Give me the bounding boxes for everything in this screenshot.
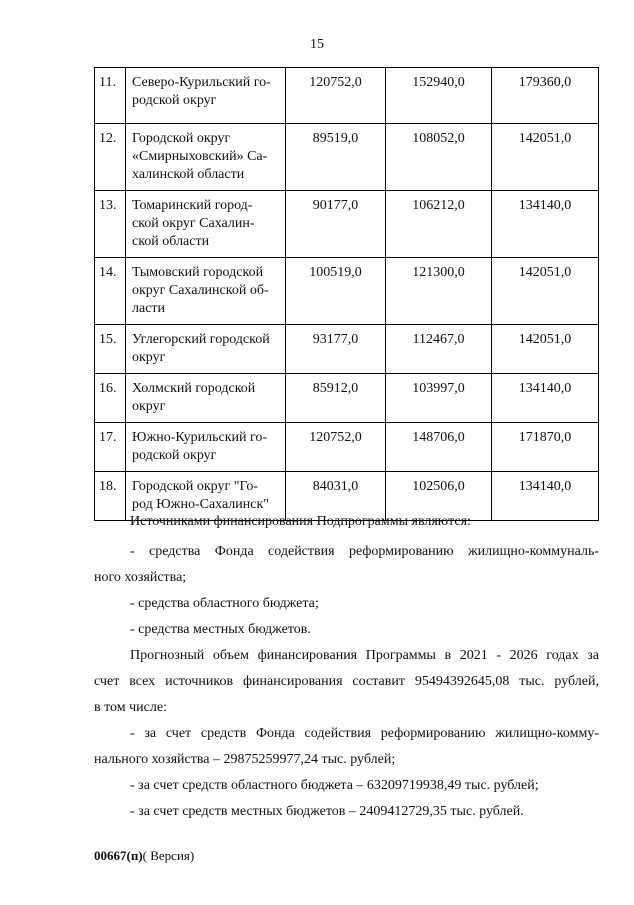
municipality-name-line: округ xyxy=(132,350,166,365)
value-v3: 142051,0 xyxy=(492,325,599,374)
value-v3: 142051,0 xyxy=(492,258,599,325)
municipality-name-line: Городской округ xyxy=(132,131,231,146)
value-v1: 90177,0 xyxy=(286,191,386,258)
row-number: 15. xyxy=(95,325,126,374)
value-v3: 134140,0 xyxy=(492,374,599,423)
municipality-name-line: родской округ xyxy=(132,448,217,463)
value-v2: 103997,0 xyxy=(386,374,492,423)
municipality-name-line: округ Сахалинской об- xyxy=(132,283,269,298)
local-amount: - за счет средств местных бюджетов – 2409412729,35 тыс. рублей. xyxy=(130,804,524,819)
value-v2: 102506,0 xyxy=(386,472,492,521)
funding-table-body xyxy=(95,68,599,521)
municipality-name-line: Томаринский город- xyxy=(132,198,253,213)
source-regional: - средства областного бюджета; xyxy=(130,596,319,611)
municipality-name xyxy=(126,325,286,374)
value-v2: 112467,0 xyxy=(386,325,492,374)
fund-line1: - за счет средств Фонда содействия реформированию жилищно-комму- xyxy=(130,726,599,741)
value-v1: 93177,0 xyxy=(286,325,386,374)
municipality-name-line: род Южно-Сахалинск" xyxy=(132,497,270,512)
municipality-name-line: Холмский городской xyxy=(132,381,256,396)
municipality-name-line: «Смирныховский» Са- xyxy=(132,149,268,164)
municipality-name xyxy=(126,374,286,423)
page-number: 15 xyxy=(310,37,324,52)
fund-line2: нального хозяйства – 29875259977,24 тыс. рублей; xyxy=(94,752,396,767)
municipality-name-line: Северо-Курильский го- xyxy=(132,75,271,90)
document-footer xyxy=(94,848,194,864)
table-row xyxy=(95,374,599,423)
value-v2: 106212,0 xyxy=(386,191,492,258)
table-row xyxy=(95,423,599,472)
value-v2: 152940,0 xyxy=(386,68,492,124)
municipality-name xyxy=(126,191,286,258)
municipality-name xyxy=(126,423,286,472)
regional-amount: - за счет средств областного бюджета – 63209719938,49 тыс. рублей; xyxy=(130,778,539,793)
sources-intro: Источниками финансирования Подпрограммы являются: xyxy=(130,514,471,529)
value-v1: 84031,0 xyxy=(286,472,386,521)
municipality-name-line: ласти xyxy=(132,301,166,316)
value-v2: 108052,0 xyxy=(386,124,492,191)
row-number: 13. xyxy=(95,191,126,258)
value-v1: 120752,0 xyxy=(286,423,386,472)
value-v3: 142051,0 xyxy=(492,124,599,191)
value-v1: 120752,0 xyxy=(286,68,386,124)
table-row xyxy=(95,68,599,124)
municipality-name-line: Тымовский городской xyxy=(132,265,264,280)
row-number: 14. xyxy=(95,258,126,325)
municipality-name xyxy=(126,68,286,124)
value-v2: 121300,0 xyxy=(386,258,492,325)
row-number: 17. xyxy=(95,423,126,472)
source-fund-line1: - средства Фонда содействия реформированию жилищно-коммуналь- xyxy=(130,544,599,559)
document-version: ( Версия) xyxy=(142,848,195,863)
row-number: 11. xyxy=(95,68,126,124)
value-v1: 89519,0 xyxy=(286,124,386,191)
value-v3: 171870,0 xyxy=(492,423,599,472)
forecast-line2: счет всех источников финансирования составит 95494392645,08 тыс. рублей, xyxy=(94,674,599,689)
value-v2: 148706,0 xyxy=(386,423,492,472)
value-v3: 134140,0 xyxy=(492,472,599,521)
value-v3: 134140,0 xyxy=(492,191,599,258)
municipality-name-line: Углегорский городской xyxy=(132,332,270,347)
table-row xyxy=(95,191,599,258)
row-number: 12. xyxy=(95,124,126,191)
funding-table xyxy=(94,67,599,521)
forecast-line3: в том числе: xyxy=(94,700,167,715)
municipality-name xyxy=(126,124,286,191)
municipality-name-line: халинской области xyxy=(132,167,245,182)
table-row xyxy=(95,258,599,325)
municipality-name-line: ской округ Сахалин- xyxy=(132,216,255,231)
source-local: - средства местных бюджетов. xyxy=(130,622,311,637)
source-fund-line2: ного хозяйства; xyxy=(94,570,187,585)
value-v3: 179360,0 xyxy=(492,68,599,124)
value-v1: 85912,0 xyxy=(286,374,386,423)
document-code: 00667(п) xyxy=(94,848,143,863)
table-row xyxy=(95,325,599,374)
municipality-name-line: ской области xyxy=(132,234,210,249)
municipality-name-line: Южно-Курильский го- xyxy=(132,430,268,445)
row-number: 16. xyxy=(95,374,126,423)
forecast-line1: Прогнозный объем финансирования Программы в 2021 - 2026 годах за xyxy=(130,648,599,663)
table-row xyxy=(95,124,599,191)
municipality-name-line: округ xyxy=(132,399,166,414)
value-v1: 100519,0 xyxy=(286,258,386,325)
municipality-name-line: родской округ xyxy=(132,93,217,108)
municipality-name-line: Городской округ "Го- xyxy=(132,479,258,494)
municipality-name xyxy=(126,258,286,325)
row-number: 18. xyxy=(95,472,126,521)
